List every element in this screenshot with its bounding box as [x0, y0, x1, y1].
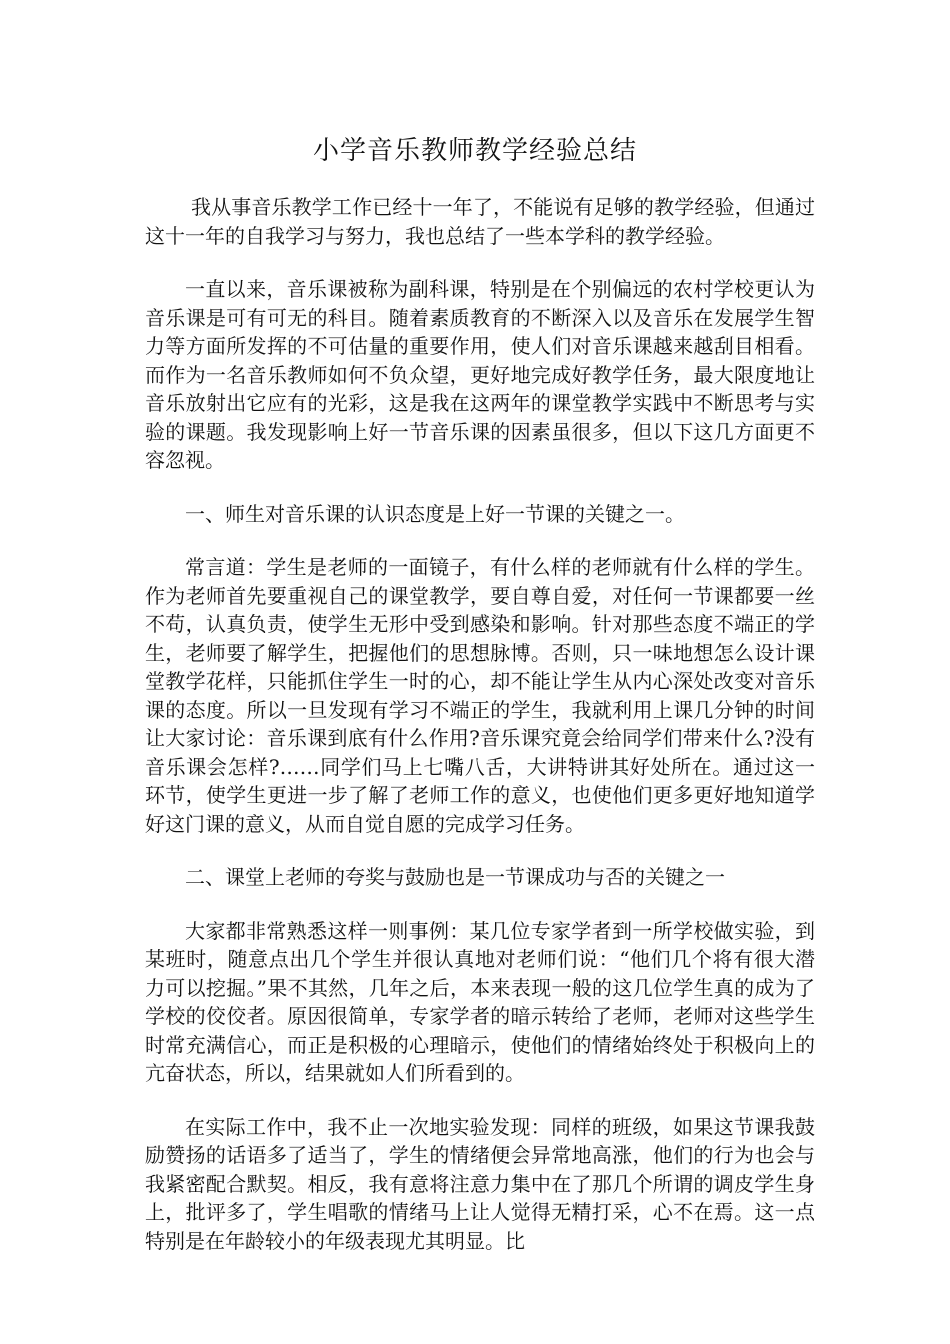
paragraph-section-2-example: 大家都非常熟悉这样一则事例：某几位专家学者到一所学校做实验，到某班时，随意点出几个学生并很认真地对老师们说：“他们几个将有很大潜力可以挖掘。”果不其然，几年之后，本来表现一般的这几位学生真的成为了学校的佼佼者。原因很简单，专家学者的暗示转给了老师，老师对这些学生时常充满信心，而正是积极的心理暗示，使他们的情绪始终处于积极向上的亢奋状态，所以，结果就如人们所看到的。 — [145, 918, 815, 1085]
paragraph-background: 一直以来，音乐课被称为副科课，特别是在个别偏远的农村学校更认为音乐课是可有可无的科目。随着素质教育的不断深入以及音乐在发展学生智力等方面所发挥的不可估量的重要作用，使人们对音乐课越来越刮目相看。而作为一名音乐教师如何不负众望，更好地完成好教学任务，最大限度地让音乐放射出它应有的光彩，这是我在这两年的课堂教学实践中不断思考与实验的课题。我发现影响上好一节音乐课的因素虽很多，但以下这几方面更不容忽视。 — [145, 277, 815, 472]
document-title: 小学音乐教师教学经验总结 — [312, 136, 637, 166]
paragraph-section-1: 常言道：学生是老师的一面镜子，有什么样的老师就有什么样的学生。作为老师首先要重视自己的课堂教学，要自尊自爱，对任何一节课都要一丝不苟，认真负责，使学生无形中受到感染和影响。针对那些态度不端正的学生，老师要了解学生，把握他们的思想脉博。否则，只一味地想怎么设计课堂教学花样，只能抓住学生一时的心，却不能让学生从内心深处改变对音乐课的态度。所以一旦发现有学习不端正的学生，我就利用上课几分钟的时间让大家讨论：音乐课到底有什么作用?音乐课究竟会给同学们带来什么?没有音乐课会怎样?……同学们马上七嘴八舌，大讲特讲其好处所在。通过这一环节，使学生更进一步了解了老师工作的意义，也使他们更多更好地知道学好这门课的意义，从而自觉自愿的完成学习任务。 — [145, 555, 815, 836]
document-body — [145, 193, 815, 1280]
paragraph-section-2-practice: 在实际工作中，我不止一次地实验发现：同样的班级，如果这节课我鼓励赞扬的话语多了适当了，学生的情绪便会异常地高涨，他们的行为也会与我紧密配合默契。相反，我有意将注意力集中在了那几个所谓的调皮学生身上，批评多了，学生唱歌的情绪马上让人觉得无精打采，心不在焉。这一点特别是在年龄较小的年级表现尤其明显。比 — [145, 1114, 815, 1253]
section-heading-2: 二、课堂上老师的夸奖与鼓励也是一节课成功与否的关键之一 — [185, 865, 725, 889]
paragraph-intro: 我从事音乐教学工作已经十一年了，不能说有足够的教学经验，但通过这十一年的自我学习与努力，我也总结了一些本学科的教学经验。 — [145, 195, 815, 248]
section-heading-1: 一、师生对音乐课的认识态度是上好一节课的关键之一。 — [185, 501, 685, 526]
